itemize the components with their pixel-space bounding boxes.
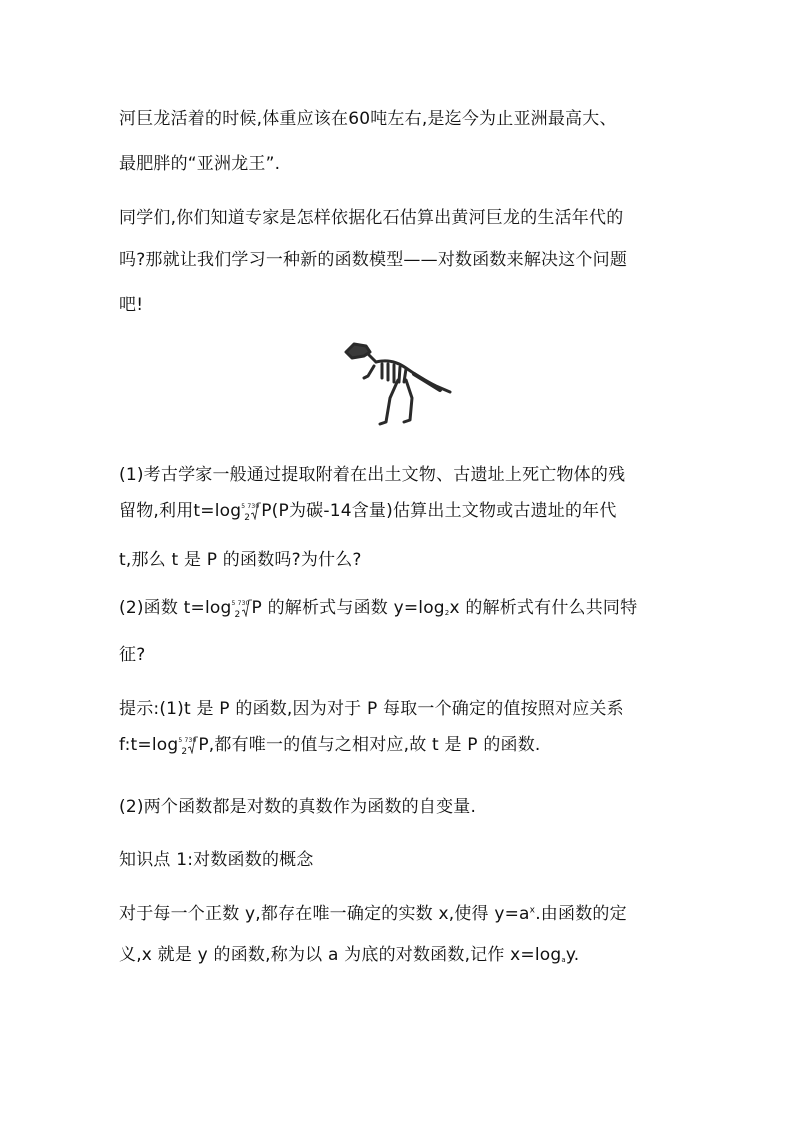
- text-run: 留物,利用t=log: [119, 501, 242, 521]
- root-sign-icon: [251, 502, 261, 520]
- hint-line: (2)两个函数都是对数的真数作为函数的自变量.: [119, 797, 477, 817]
- log-exponent: 5 730: [241, 503, 260, 510]
- log-exponent: 5 730: [178, 737, 197, 744]
- text-run: f:t=log: [119, 735, 179, 755]
- root-index: 2: [181, 747, 188, 757]
- text-run: P(P为碳-14含量)估算出土文物或古遗址的年代: [261, 501, 617, 521]
- hint-line: 提示:(1)t 是 P 的函数,因为对于 P 每取一个确定的值按照对应关系: [119, 699, 624, 719]
- question-1-line: (1)考古学家一般通过提取附着在出土文物、古遗址上死亡物体的残: [119, 465, 626, 485]
- question-1-line: t,那么 t 是 P 的函数吗?为什么?: [119, 550, 362, 570]
- exponent: x: [529, 905, 536, 916]
- root-sign-icon: [242, 599, 252, 617]
- paragraph-line: 同学们,你们知道专家是怎样依据化石估算出黄河巨龙的生活年代的: [119, 208, 624, 228]
- paragraph-line: 最肥胖的“亚洲龙王”.: [119, 154, 281, 174]
- log-exponent: 5 730: [231, 600, 250, 607]
- text-run: (2)函数 t=log: [119, 598, 232, 618]
- text-run: 义,x 就是 y 的函数,称为以 a 为底的对数函数,记作 x=log: [119, 945, 562, 965]
- text-run: P 的解析式与函数 y=log: [251, 598, 445, 618]
- text-run: x 的解析式有什么共同特: [449, 598, 638, 618]
- hint-line: [119, 730, 541, 755]
- text-run: y.: [565, 945, 580, 965]
- text-run: P,都有唯一的值与之相对应,故 t 是 P 的函数.: [198, 735, 541, 755]
- dinosaur-skeleton-icon: [340, 338, 454, 426]
- definition-line: [119, 899, 627, 924]
- log-subscript: a: [561, 956, 566, 964]
- root-sign-icon: [188, 736, 198, 754]
- log-base-expression: [178, 733, 198, 757]
- question-2-line: [119, 593, 637, 618]
- section-title: 知识点 1:对数函数的概念: [119, 850, 314, 870]
- paragraph-line: 河巨龙活着的时候,体重应该在60吨左右,是迄今为止亚洲最高大、: [119, 109, 617, 129]
- log-base-expression: [241, 499, 261, 523]
- definition-line: [119, 940, 579, 965]
- question-2-line: 征?: [119, 645, 146, 665]
- root-index: 2: [244, 513, 251, 523]
- paragraph-line: 吗?那就让我们学习一种新的函数模型——对数函数来解决这个问题: [119, 250, 628, 270]
- text-run: 对于每一个正数 y,都存在唯一确定的实数 x,使得 y=a: [119, 904, 530, 924]
- log-base-expression: [231, 596, 252, 620]
- text-run: .由函数的定: [535, 904, 627, 924]
- log-subscript: 2: [444, 609, 450, 617]
- paragraph-line: 吧!: [119, 295, 144, 315]
- question-1-line: [119, 496, 617, 521]
- root-index: 2: [234, 610, 241, 620]
